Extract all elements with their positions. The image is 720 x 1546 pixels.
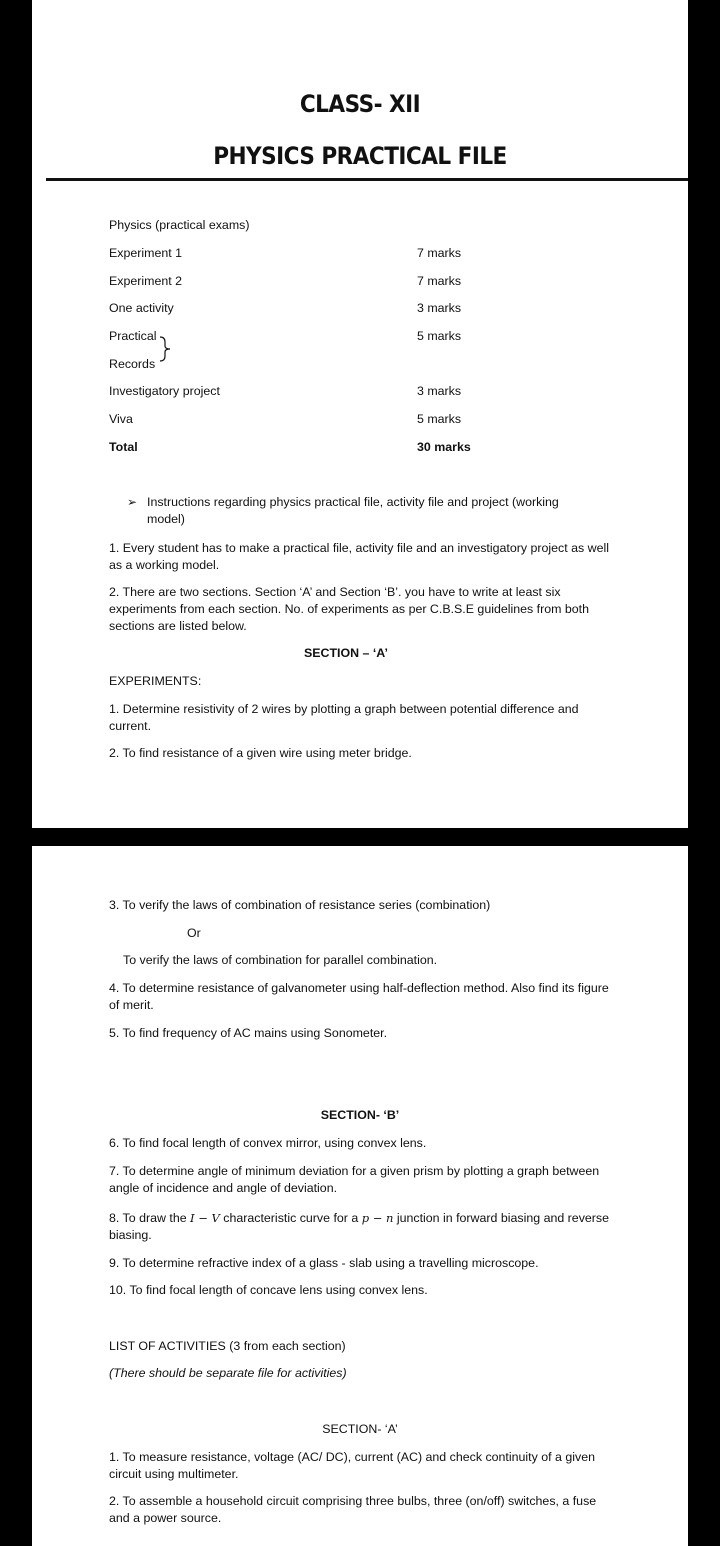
- marks-value: 3 marks: [417, 301, 462, 315]
- experiment-item: [109, 1210, 614, 1244]
- experiment-item: 1. Determine resistivity of 2 wires by plotting a graph between potential difference and current.: [109, 702, 579, 733]
- section-b-heading: SECTION- ‘B’: [320, 1108, 400, 1122]
- instruction-1: 1. Every student has to make a practical file, activity file and an investigatory project as well as a working model.: [109, 541, 609, 572]
- activity-item: 2. To assemble a household circuit comprising three bulbs, three (on/off) switches, a fuse and a power source.: [109, 1494, 597, 1525]
- experiment-text: junction in forward biasing and reverse biasing.: [109, 1211, 609, 1242]
- experiment-item: 9. To determine refractive index of a glass - slab using a travelling microscope.: [109, 1256, 539, 1270]
- marks-total-label: Total: [109, 440, 138, 454]
- document-title: CLASS- XII: [299, 90, 421, 118]
- section-a-heading: SECTION – ‘A’: [304, 646, 388, 660]
- brace-icon: [159, 336, 171, 362]
- experiment-item: 2. To find resistance of a given wire using meter bridge.: [109, 746, 412, 760]
- marks-item: Records: [109, 357, 156, 371]
- marks-item: Experiment 2: [109, 274, 183, 288]
- or-label: Or: [187, 926, 201, 940]
- experiment-item: To verify the laws of combination for parallel combination.: [123, 953, 438, 967]
- marks-value: 7 marks: [417, 274, 462, 288]
- arrow-bullet-icon: ➢: [127, 495, 138, 509]
- marks-item: Investigatory project: [109, 384, 220, 398]
- experiments-label: EXPERIMENTS:: [109, 674, 202, 688]
- experiment-text: 8. To draw the: [109, 1211, 191, 1225]
- experiment-item: 6. To find focal length of convex mirror, using convex lens.: [109, 1136, 427, 1150]
- activities-heading: LIST OF ACTIVITIES (3 from each section): [109, 1339, 346, 1353]
- iv-symbol: I − V: [190, 1211, 220, 1225]
- marks-item: Practical: [109, 329, 157, 343]
- marks-value: 7 marks: [417, 246, 462, 260]
- marks-value: 5 marks: [417, 412, 462, 426]
- marks-value: 5 marks: [417, 329, 462, 343]
- experiment-text: characteristic curve for a: [219, 1211, 362, 1225]
- marks-heading: Physics (practical exams): [109, 218, 250, 232]
- section-a-activities-heading: SECTION- ‘A’: [322, 1422, 398, 1436]
- experiment-item: 10. To find focal length of concave lens using convex lens.: [109, 1283, 428, 1297]
- experiment-item: 7. To determine angle of minimum deviation for a given prism by plotting a graph between angle of incidence and angle of deviation.: [109, 1164, 600, 1195]
- activities-note: (There should be separate file for activities): [109, 1366, 347, 1380]
- document-subtitle: PHYSICS PRACTICAL FILE: [213, 142, 507, 170]
- marks-item: One activity: [109, 301, 174, 315]
- pn-symbol: p − n: [361, 1211, 394, 1225]
- marks-item: Viva: [109, 412, 133, 426]
- document-page-1: [32, 0, 688, 828]
- experiment-item: 5. To find frequency of AC mains using Sonometer.: [109, 1026, 388, 1040]
- title-divider: [46, 178, 688, 181]
- marks-item: Experiment 1: [109, 246, 183, 260]
- document-page-2: [32, 846, 688, 1546]
- instruction-bullet: Instructions regarding physics practical file, activity file and project (working model): [147, 495, 559, 526]
- activity-item: 1. To measure resistance, voltage (AC/ DC), current (AC) and check continuity of a given circuit using multimeter.: [109, 1450, 595, 1481]
- marks-value: 3 marks: [417, 384, 462, 398]
- experiment-item: 3. To verify the laws of combination of resistance series (combination): [109, 898, 491, 912]
- instruction-2: 2. There are two sections. Section ‘A’ and Section ‘B’. you have to write at least six experiments from each section. No. of experiments as per C.B.S.E guidelines from both sections are listed below.: [109, 585, 590, 633]
- experiment-item: 4. To determine resistance of galvanometer using half-deflection method. Also find its figure of merit.: [109, 981, 609, 1012]
- marks-total-value: 30 marks: [417, 440, 471, 454]
